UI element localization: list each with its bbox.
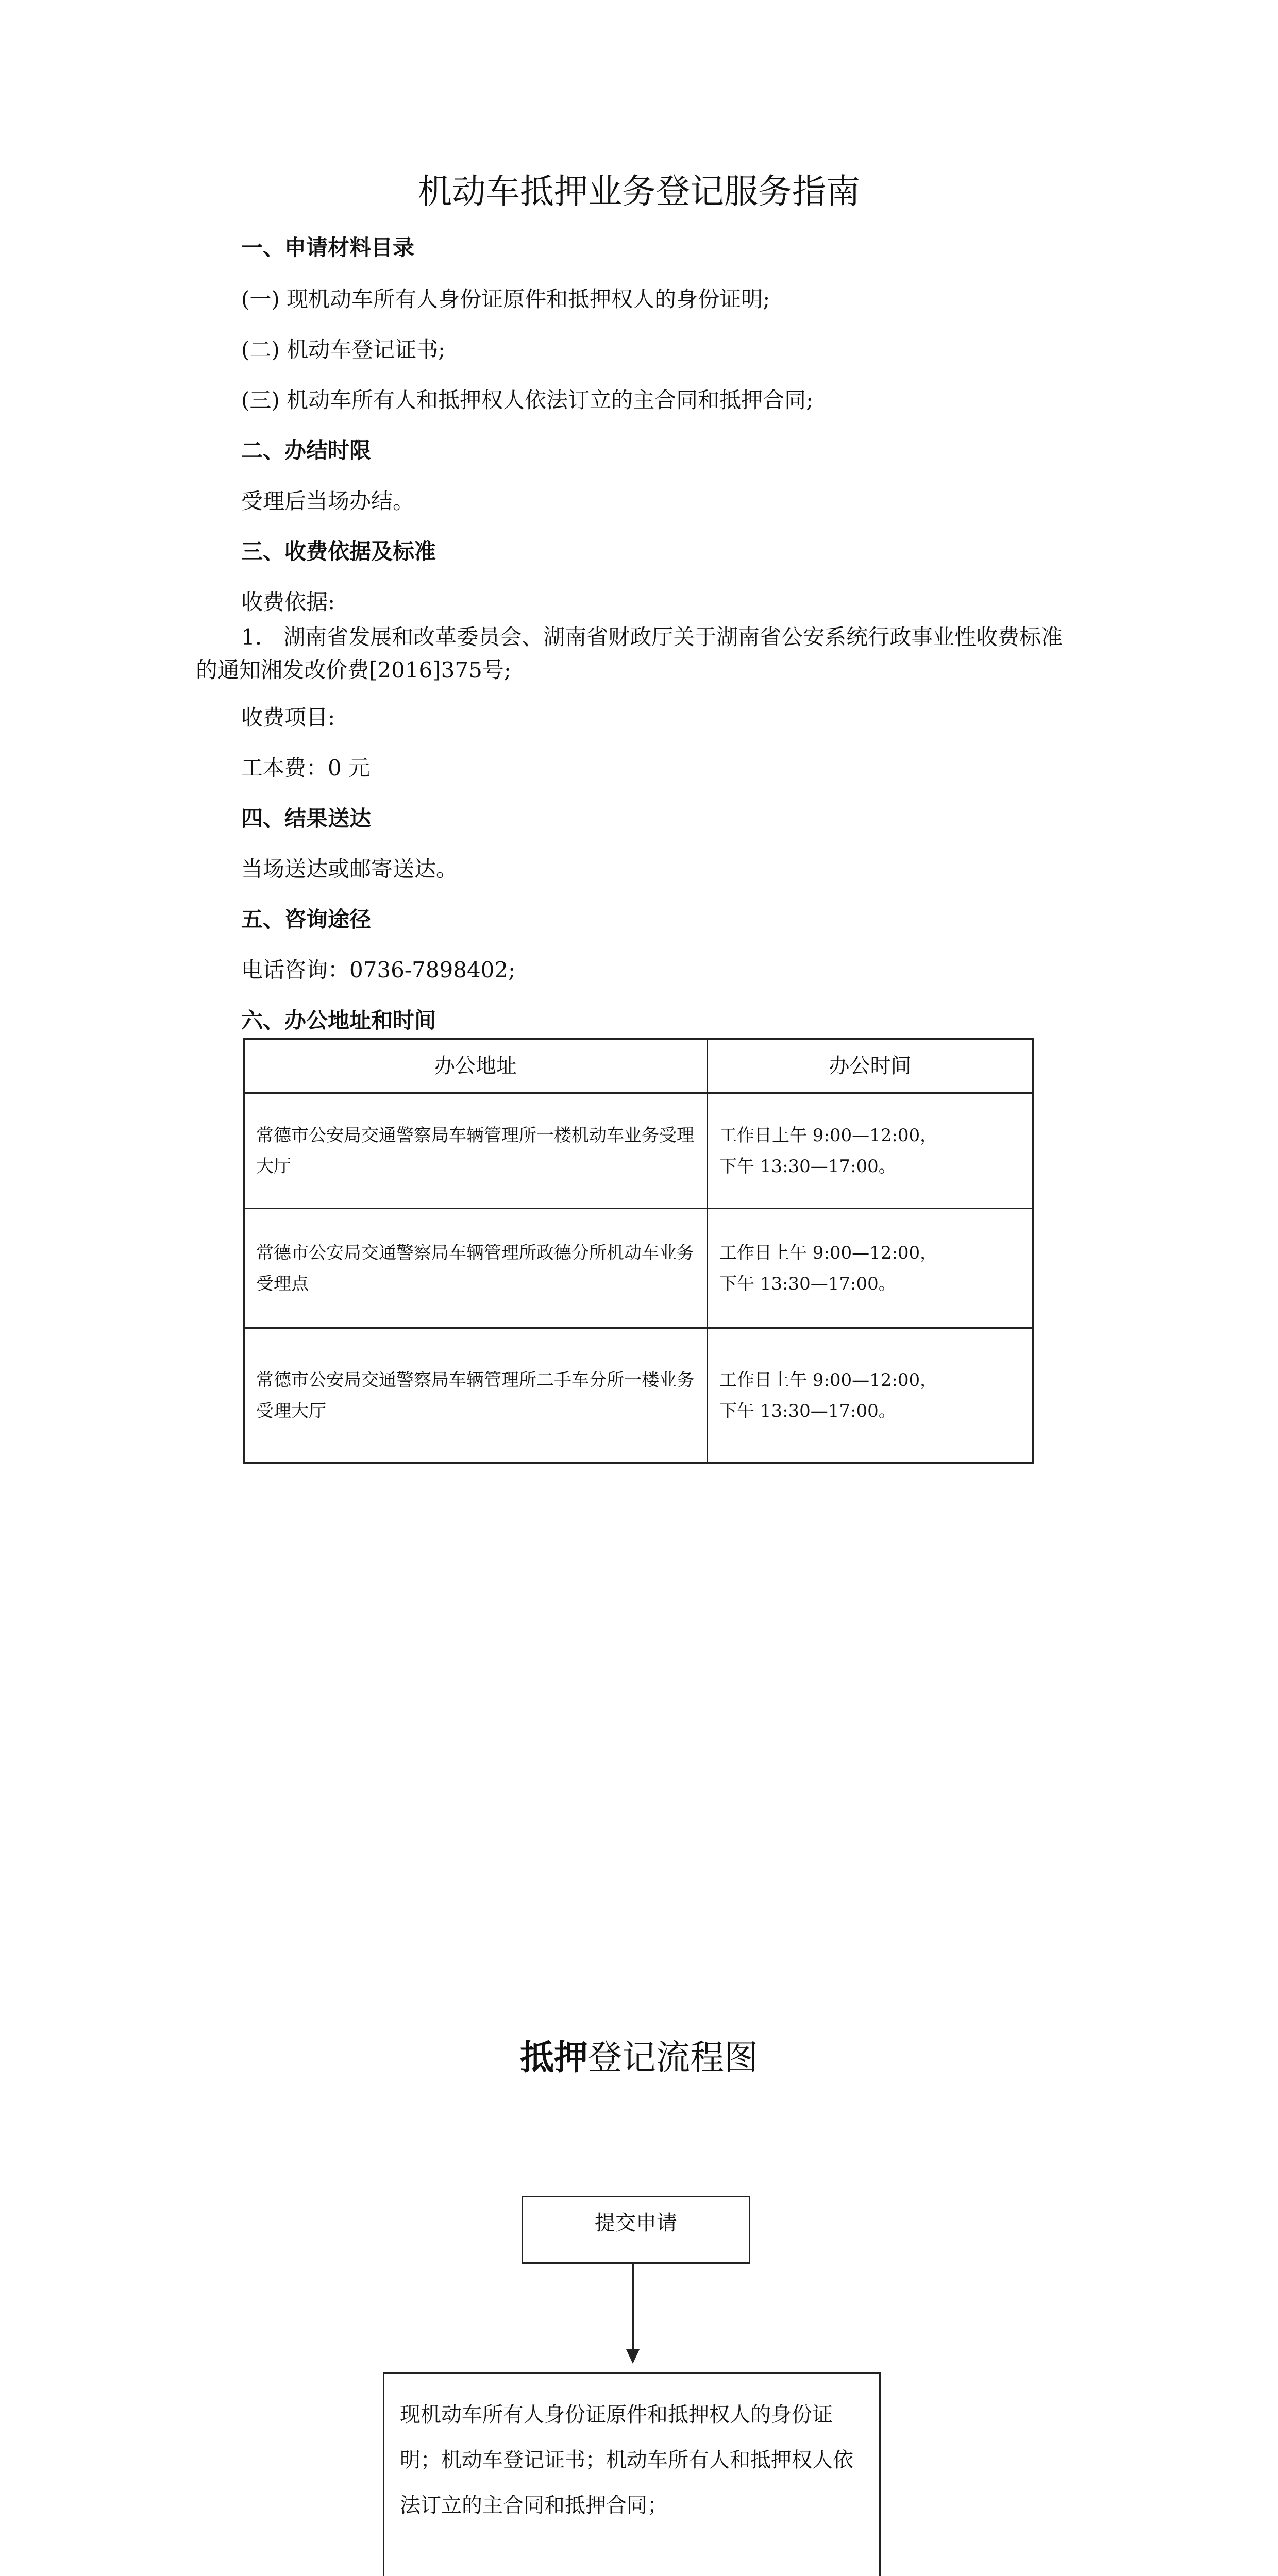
fee-heading: 三、收费依据及标准 [241, 539, 436, 564]
office-time-afternoon: 下午 13:30—17:00。 [719, 1273, 896, 1294]
office-time-morning: 工作日上午 9:00—12:00， [719, 1369, 938, 1391]
flow-step-submit: 提交申请 [522, 2196, 750, 2264]
office-time [708, 1328, 1033, 1463]
fee-items-text: 工本费：0 元 [241, 755, 371, 781]
table-header-row [244, 1039, 1033, 1093]
office-time-afternoon: 下午 13:30—17:00。 [719, 1156, 896, 1177]
fee-basis-label: 收费依据: [241, 589, 335, 615]
result-text: 当场送达或邮寄送达。 [241, 856, 458, 882]
fee-basis-text: 1. 湖南省发展和改革委员会、湖南省财政厅关于湖南省公安系统行政事业性收费标准的通知湘发改价费[2016]375号; [196, 624, 1063, 683]
result-heading: 四、结果送达 [241, 806, 372, 831]
consult-text: 电话咨询：0736-7898402; [241, 957, 516, 982]
office-table [243, 1038, 1034, 1464]
table-header-address: 办公地址 [244, 1039, 708, 1093]
consult-heading: 五、咨询途径 [241, 907, 372, 932]
material-item-1: (一) 现机动车所有人身份证原件和抵押权人的身份证明; [241, 286, 770, 312]
office-time [708, 1093, 1033, 1209]
materials-heading: 一、申请材料目录 [241, 235, 415, 260]
table-row [244, 1093, 1033, 1209]
time-limit-heading: 二、办结时限 [241, 438, 372, 463]
page-title: 机动车抵押业务登记服务指南 [418, 172, 860, 211]
material-item-3: (三) 机动车所有人和抵押权人依法订立的主合同和抵押合同; [241, 387, 814, 413]
office-time [708, 1209, 1033, 1328]
office-address: 常德市公安局交通警察局车辆管理所一楼机动车业务受理大厅 [244, 1093, 708, 1209]
office-address: 常德市公安局交通警察局车辆管理所二手车分所一楼业务受理大厅 [244, 1328, 708, 1463]
office-time-morning: 工作日上午 9:00—12:00， [719, 1242, 938, 1263]
time-limit-text: 受理后当场办结。 [241, 488, 415, 514]
arrow-down-icon [626, 2349, 640, 2364]
office-time-morning: 工作日上午 9:00—12:00， [719, 1125, 938, 1146]
material-item-2: (二) 机动车登记证书; [241, 337, 446, 362]
flowchart-title [0, 2030, 1278, 2079]
table-row [244, 1328, 1033, 1463]
table-row [244, 1209, 1033, 1328]
flowchart-title-bold: 抵押 [520, 2038, 588, 2077]
table-header-time: 办公时间 [708, 1039, 1033, 1093]
flow-step-materials: 现机动车所有人身份证原件和抵押权人的身份证明；机动车登记证书；机动车所有人和抵押权人依法订立的主合同和抵押合同； [383, 2372, 881, 2576]
office-time-afternoon: 下午 13:30—17:00。 [719, 1400, 896, 1421]
flowchart-title-rest: 登记流程图 [588, 2038, 758, 2077]
office-heading: 六、办公地址和时间 [241, 1008, 436, 1033]
flow-connector [632, 2264, 634, 2352]
fee-items-label: 收费项目: [241, 705, 335, 730]
office-address: 常德市公安局交通警察局车辆管理所政德分所机动车业务受理点 [244, 1209, 708, 1328]
